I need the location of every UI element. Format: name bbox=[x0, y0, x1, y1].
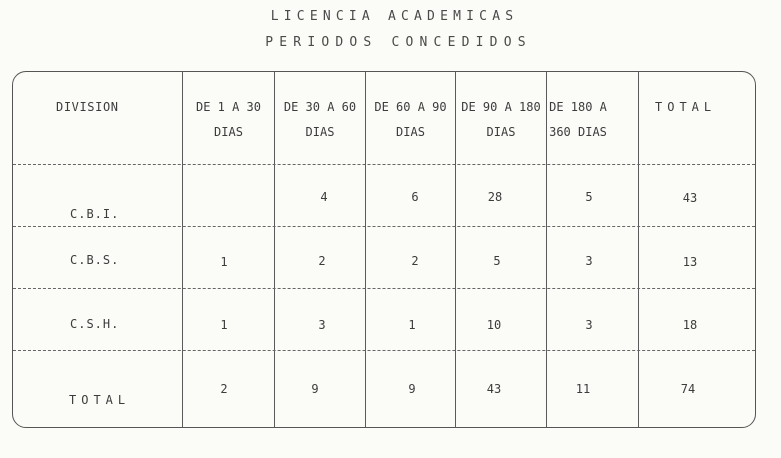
document-subtitle: PERIODOS CONCEDIDOS bbox=[265, 35, 532, 50]
row-total: 18 bbox=[682, 318, 698, 332]
cell-value: 11 bbox=[575, 382, 591, 396]
row-divider bbox=[13, 226, 755, 227]
header-180-360-days: DE 180 A 360 DIAS bbox=[549, 100, 607, 139]
row-total: 13 bbox=[682, 255, 698, 269]
column-divider bbox=[638, 71, 639, 428]
header-division: DIVISION bbox=[56, 100, 119, 114]
cell-value: 43 bbox=[486, 382, 502, 396]
row-division: TOTAL bbox=[69, 393, 131, 407]
header-60-90-days: DE 60 A 90 DIAS bbox=[374, 100, 447, 139]
row-division: C.B.S. bbox=[70, 253, 120, 267]
row-division: C.S.H. bbox=[70, 317, 120, 331]
cell-value: 4 bbox=[320, 190, 328, 204]
cell-value: 10 bbox=[486, 318, 502, 332]
cell-value: 1 bbox=[408, 318, 416, 332]
cell-value: 9 bbox=[408, 382, 416, 396]
cell-value: 2 bbox=[318, 254, 326, 268]
row-divider bbox=[13, 164, 755, 165]
header-1-30-days: DE 1 A 30 DIAS bbox=[195, 100, 262, 139]
cell-value: 1 bbox=[220, 318, 228, 332]
cell-value: 5 bbox=[585, 190, 593, 204]
cell-value: 3 bbox=[585, 318, 593, 332]
row-total: 43 bbox=[682, 191, 698, 205]
cell-value: 2 bbox=[220, 382, 228, 396]
row-total: 74 bbox=[680, 382, 696, 396]
cell-value: 9 bbox=[311, 382, 319, 396]
document-title: LICENCIA ACADEMICAS bbox=[270, 9, 519, 24]
cell-value: 2 bbox=[411, 254, 419, 268]
cell-value: 1 bbox=[220, 255, 228, 269]
cell-value: 5 bbox=[493, 254, 501, 268]
row-divider bbox=[13, 350, 755, 351]
cell-value: 6 bbox=[411, 190, 419, 204]
row-division: C.B.I. bbox=[70, 207, 120, 221]
row-divider bbox=[13, 288, 755, 289]
cell-value: 3 bbox=[318, 318, 326, 332]
header-total: TOTAL bbox=[655, 100, 717, 114]
header-90-180-days: DE 90 A 180 DIAS bbox=[461, 100, 541, 139]
header-30-60-days: DE 30 A 60 DIAS bbox=[283, 100, 357, 139]
cell-value: 3 bbox=[585, 254, 593, 268]
cell-value: 28 bbox=[487, 190, 503, 204]
